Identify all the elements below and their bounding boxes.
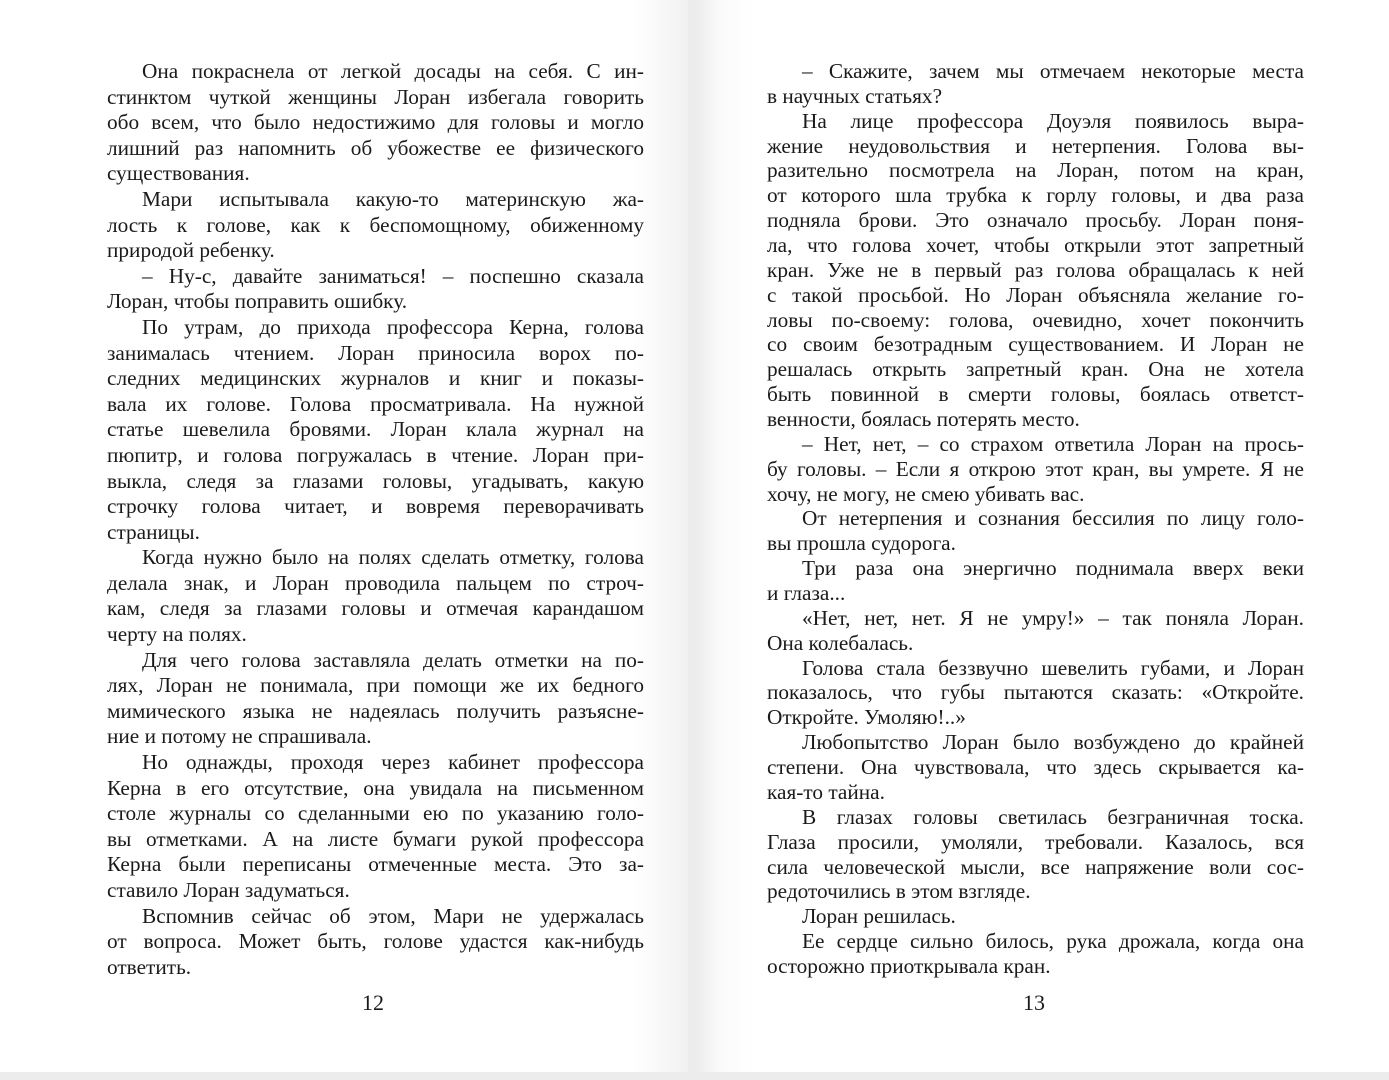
text-line: На лице профессора Доуэля появилось выра- [802,108,1304,133]
text-line: – Ну-с, давайте заниматься! – поспешно сказала [142,263,644,288]
text-line: Глаза просили, умоляли, требовали. Казалось, вся [767,829,1304,854]
text-line: «Нет, нет, нет. Я не умру!» – так поняла Лоран. [802,605,1304,630]
text-line: кая-то тайна. [767,779,885,804]
text-line: показалось, что губы пытаются сказать: «Откройте. [767,680,1304,705]
text-line: Лоран решилась. [802,904,956,929]
text-line: строчку голова читает, и вовремя переворачивать [107,494,644,519]
text-line: Голова стала беззвучно шевелить губами, и Лоран [802,655,1304,680]
text-line: кран. Уже не в первый раз голова обращалась к ней [767,257,1304,282]
text-line: с такой просьбой. Но Лоран объясняла желание го- [767,282,1304,307]
text-line: В глазах головы светилась безграничная тоска. [802,804,1304,829]
text-line: вы отметками. А на листе бумаги рукой профессора [107,826,644,851]
text-line: По утрам, до прихода профессора Керна, голова [142,314,644,339]
page-number: 12 [362,990,384,1015]
text-line: бу головы. – Если я открою этот кран, вы умрете. Я не [767,456,1304,481]
text-line: занималась чтением. Лоран приносила ворох по- [107,340,644,365]
text-line: пюпитр, и голова погружалась в чтение. Лоран при- [107,442,644,467]
text-line: жение неудовольствия и нетерпения. Голова вы- [767,133,1304,158]
text-line: сила человеческой мысли, все напряжение воли сос- [767,854,1304,879]
text-line: со своим безотрадным существованием. И Лоран не [767,332,1304,357]
text-line: степени. Она чувствовала, что здесь скрывается ка- [767,755,1304,780]
right-page [698,0,1389,1072]
text-line: вы прошла судорога. [767,531,956,556]
text-line: ловы по-своему: голова, очевидно, хочет покончить [767,307,1304,332]
text-line: Для чего голова заставляла делать отметки на по- [142,647,644,672]
text-line: от вопроса. Может быть, голове удастся как-нибудь [107,929,644,954]
text-line: Вспомнив сейчас об этом, Мари не удержалась [142,903,644,928]
text-line: Любопытство Лоран было возбуждено до крайней [802,730,1304,755]
text-line: хочу, не могу, не смею убивать вас. [767,481,1085,506]
page-number: 13 [1023,990,1045,1015]
text-line: кам, следя за глазами головы и отмечая карандашом [107,596,644,621]
text-line: От нетерпения и сознания бессилия по лицу голо- [802,506,1304,531]
text-line: венности, боялась потерять место. [767,407,1080,432]
text-line: столе журналы со сделанными ею по указанию голо- [107,801,644,826]
page-text [107,59,644,980]
text-line: – Скажите, зачем мы отмечаем некоторые места [802,59,1304,83]
text-line: Но однажды, проходя через кабинет профессора [142,750,644,775]
text-line: обо всем, что было недостижимо для головы и могло [107,110,644,135]
text-line: мимического языка не надеялась получить разъясне- [107,698,644,723]
text-line: разительно посмотрела на Лоран, потом на кран, [767,158,1304,183]
text-line: Лоран, чтобы поправить ошибку. [107,289,408,314]
text-line: подняла брови. Это означало просьбу. Лоран поня- [767,208,1304,233]
left-page [0,0,688,1072]
text-line: ответить. [107,954,192,979]
text-line: – Нет, нет, – со страхом ответила Лоран на прось- [802,431,1304,456]
text-line: в научных статьях? [767,83,943,108]
text-line: Керна в его отсутствие, она увидала на письменном [107,775,644,800]
text-line: Когда нужно было на полях сделать отметку, голова [142,545,644,570]
page-text [767,59,1304,979]
text-line: ставило Лоран задуматься. [107,878,350,902]
text-line: лость к голове, как к беспомощному, обиженному [107,212,644,237]
text-line: Три раза она энергично поднимала вверх веки [802,556,1304,581]
text-line: делала знак, и Лоран проводила пальцем по строч- [107,570,644,595]
text-line: быть повинной в смерти головы, боялась ответст- [767,382,1304,407]
text-line: ние и потому не спрашивала. [107,724,372,749]
text-line: лях, Лоран не понимала, при помощи же их бедного [107,673,644,698]
text-line: Откройте. Умоляю!..» [767,705,966,730]
text-line: стинктом чуткой женщины Лоран избегала говорить [107,84,644,109]
text-line: решалась открыть запретный кран. Она не хотела [767,357,1304,382]
text-line: черту на полях. [107,622,247,647]
text-line: Ее сердце сильно билось, рука дрожала, когда она [802,929,1304,954]
text-line: страницы. [107,519,200,544]
text-line: ла, что голова хочет, чтобы открыли этот запретный [767,233,1304,258]
text-line: Она колебалась. [767,630,914,655]
text-line: природой ребенку. [107,238,275,263]
text-line: от которого шла трубка к горлу головы, и два раза [767,183,1304,208]
text-line: Она покраснела от легкой досады на себя. С ин- [142,59,644,83]
text-line: вала их голове. Голова просматривала. На нужной [107,391,644,416]
text-line: существования. [107,161,250,186]
text-line: и глаза... [767,581,846,606]
text-line: осторожно приоткрывала кран. [767,953,1051,978]
text-line: выкла, следя за глазами головы, угадывать, какую [107,468,644,493]
text-line: следних медицинских журналов и книг и показы- [107,366,644,391]
text-line: статье шевелила бровями. Лоран клала журнал на [107,417,644,442]
text-line: лишний раз напомнить об убожестве ее физического [107,135,644,160]
text-line: Керна были переписаны отмеченные места. Это за- [107,852,644,877]
text-line: редоточились в этом взгляде. [767,879,1031,904]
text-line: Мари испытывала какую-то материнскую жа- [142,186,644,211]
